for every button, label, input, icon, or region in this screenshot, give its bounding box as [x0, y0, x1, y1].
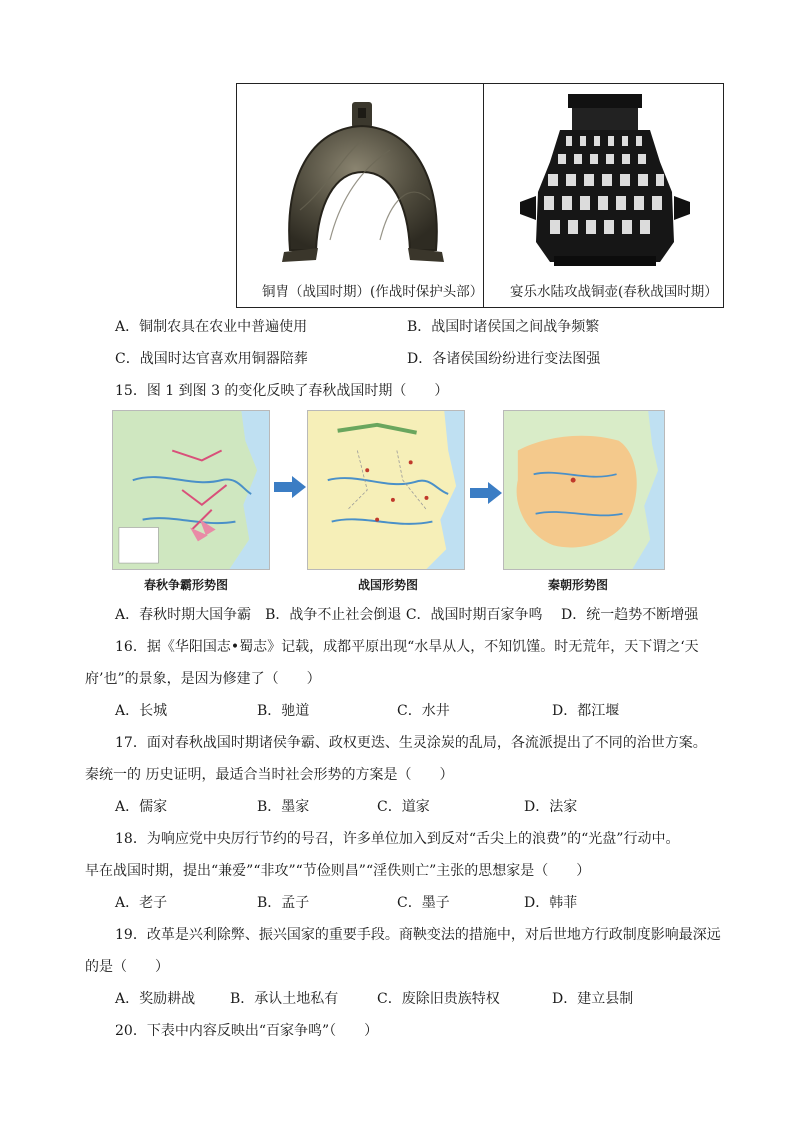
map-spring-autumn: [112, 410, 270, 570]
q19-option-d: D．建立县制: [552, 991, 634, 1007]
q19-option-a: A．奖励耕战: [115, 991, 196, 1007]
q18-stem-line1: 18．为响应党中央厉行节约的号召，许多单位加入到反对“舌尖上的浪费”的“光盘”行动中。: [115, 831, 680, 847]
q17-option-d: D．法家: [524, 799, 578, 815]
map-qin-dynasty: [503, 410, 665, 570]
bronze-helmet-image: [270, 100, 460, 270]
pot-caption: 宴乐水陆攻战铜壶(春秋战国时期）: [510, 284, 718, 300]
map-title-spring-autumn: 春秋争霸形势图: [144, 578, 229, 592]
q18-option-d: D．韩菲: [524, 895, 578, 911]
q17-stem-line2: 秦统一的 历史证明，最适合当时社会形势的方案是（ ）: [85, 767, 454, 783]
q14-option-b: B．战国时诸侯国之间战争频繁: [407, 319, 600, 335]
q14-option-d: D．各诸侯国纷纷进行变法图强: [407, 351, 601, 367]
table-divider: [483, 84, 484, 307]
arrow-right-icon: [470, 482, 502, 504]
q16-option-c: C．水井: [397, 703, 450, 719]
q17-option-c: C．道家: [377, 799, 430, 815]
q16-option-b: B．驰道: [257, 703, 310, 719]
q17-option-b: B．墨家: [257, 799, 310, 815]
q17-option-a: A．儒家: [115, 799, 168, 815]
q18-option-a: A．老子: [115, 895, 168, 911]
q18-option-b: B．孟子: [257, 895, 310, 911]
q14-option-a: A．铜制农具在农业中普遍使用: [115, 319, 308, 335]
q20-stem: 20．下表中内容反映出“百家争鸣”（ ）: [115, 1023, 379, 1039]
q18-stem-line2: 早在战国时期，提出“兼爱”“非攻”“节俭则昌”“淫佚则亡”主张的思想家是（ ）: [85, 863, 591, 879]
q16-option-a: A．长城: [115, 703, 168, 719]
map-title-warring-states: 战国形势图: [358, 578, 419, 592]
q16-stem-line1: 16．据《华阳国志•蜀志》记载，成都平原出现“水旱从人，不知饥馑。时无荒年，天下谓之‘天: [115, 639, 699, 655]
q19-stem-line2: 的是（ ）: [85, 959, 169, 975]
q18-option-c: C．墨子: [397, 895, 450, 911]
bronze-pot-image: [510, 92, 700, 274]
q19-stem-line1: 19．改革是兴利除弊、振兴国家的重要手段。商鞅变法的措施中，对后世地方行政制度影响最深远: [115, 927, 721, 943]
arrow-right-icon: [274, 476, 306, 498]
map-warring-states: [307, 410, 465, 570]
helmet-caption: 铜胄（战国时期）(作战时保护头部）: [262, 284, 484, 300]
map-title-qin: 秦朝形势图: [548, 578, 609, 592]
q16-option-d: D．都江堰: [552, 703, 620, 719]
q15-stem: 15．图 1 到图 3 的变化反映了春秋战国时期（ ）: [115, 383, 449, 399]
q19-option-c: C．废除旧贵族特权: [377, 991, 500, 1007]
q19-option-b: B．承认土地私有: [230, 991, 339, 1007]
q14-option-c: C．战国时达官喜欢用铜器陪葬: [115, 351, 308, 367]
q15-options: A．春秋时期大国争霸 B．战争不止社会倒退 C．战国时期百家争鸣 D．统一趋势不断增强: [115, 607, 699, 623]
q16-stem-line2: 府’也”的景象，是因为修建了（ ）: [85, 671, 321, 687]
q17-stem-line1: 17．面对春秋战国时期诸侯争霸、政权更迭、生灵涂炭的乱局，各流派提出了不同的治世方案。: [115, 735, 707, 751]
